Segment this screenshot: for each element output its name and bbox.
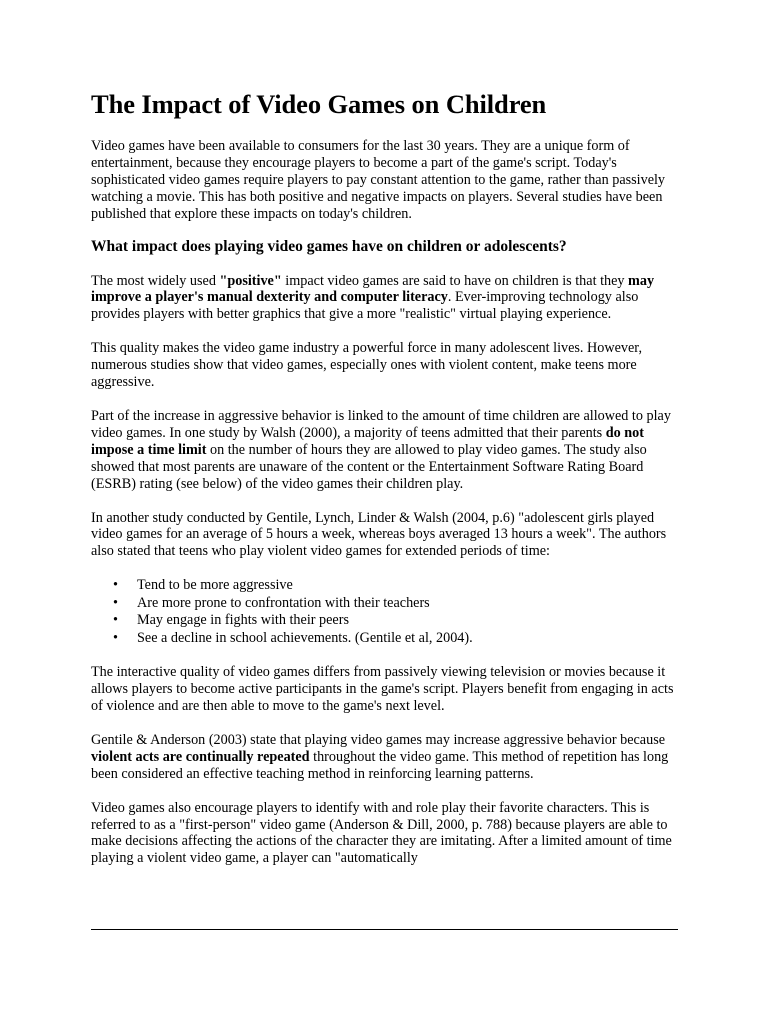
- paragraph-time-limit: [91, 408, 679, 493]
- text-run: The most widely used: [91, 272, 220, 289]
- text-run: Gentile & Anderson (2003) state that playing video games may increase aggressive behavior because: [91, 731, 666, 748]
- bullet-icon: •: [113, 612, 118, 629]
- list-item: [113, 629, 679, 648]
- list-item-text: Are more prone to confrontation with their teachers: [137, 594, 430, 611]
- paragraph-repetition: [91, 732, 679, 783]
- bold-text: do not impose a time limit: [91, 424, 644, 458]
- document-page: [91, 88, 679, 884]
- list-item: [113, 577, 679, 595]
- paragraph-gentile-study: In another study conducted by Gentile, Lynch, Linder & Walsh (2004, p.6) "adolescent girls played video games for an average of 5 hours a week, whereas boys averaged 13 hours a week". The authors also stated that teens who play violent video games for extended periods of time:: [91, 509, 667, 560]
- list-item: [113, 594, 679, 613]
- paragraph-first-person: Video games also encourage players to identify with and role play their favorite characters. This is referred to as a "first-person" video game (Anderson & Dill, 2000, p. 788) because players are able to make decisions affecting the actions of the character they are imitating. After a limited amount of time playing a violent video game, a player can "automatically: [91, 799, 672, 867]
- list-item-text: Tend to be more aggressive: [137, 577, 293, 594]
- bullet-icon: •: [113, 629, 118, 646]
- page-cut-divider: [91, 929, 678, 930]
- text-run: . Ever-improving technology also provides players with better graphics that give a more "realistic" virtual playing experience.: [91, 289, 639, 323]
- list-item-text: See a decline in school achievements. (Gentile et al, 2004).: [137, 629, 473, 646]
- bold-text: violent acts are continually repeated: [91, 748, 310, 765]
- text-run: throughout the video game. This method of repetition has long been considered an effective teaching method in reinforcing learning patterns.: [91, 748, 669, 782]
- text-run: on the number of hours they are allowed to play video games. The study also showed that most parents are unaware of the content or the Entertainment Software Rating Board (ESRB) rating (see below) of the video games their children play.: [91, 441, 647, 492]
- paragraph-industry-force: This quality makes the video game industry a powerful force in many adolescent lives. However, numerous studies show that video games, especially ones with violent content, make teens more aggressive.: [91, 340, 643, 391]
- bold-text: may improve a player's manual dexterity and computer literacy: [91, 272, 655, 306]
- list-item: [113, 612, 679, 630]
- paragraph-interactive-quality: The interactive quality of video games differs from passively viewing television or movies because it allows players to become active participants in the game's script. Players benefit from engaging in acts of violence and are then able to move to the game's next level.: [91, 664, 674, 715]
- text-run: impact video games are said to have on children is that they: [281, 272, 629, 289]
- list-item-text: May engage in fights with their peers: [137, 612, 349, 629]
- bullet-icon: •: [113, 577, 118, 594]
- effects-list: [91, 577, 679, 647]
- text-run: Part of the increase in aggressive behavior is linked to the amount of time children are allowed to play video games. In one study by Walsh (2000), a majority of teens admitted that their parents: [91, 407, 671, 441]
- intro-paragraph: Video games have been available to consumers for the last 30 years. They are a unique form of entertainment, because they encourage players to become a part of the game's script. Today's sophisticated video games require players to pay constant attention to the game, rather than passively watching a movie. This has both positive and negative impacts on players. Several studies have been published that explore these impacts on today's children.: [91, 138, 666, 222]
- paragraph-positive-impact: [91, 273, 679, 324]
- bold-text: "positive": [219, 272, 282, 289]
- section-heading: What impact does playing video games have on children or adolescents?: [91, 237, 567, 255]
- page-title: The Impact of Video Games on Children: [91, 89, 547, 119]
- bullet-icon: •: [113, 594, 118, 611]
